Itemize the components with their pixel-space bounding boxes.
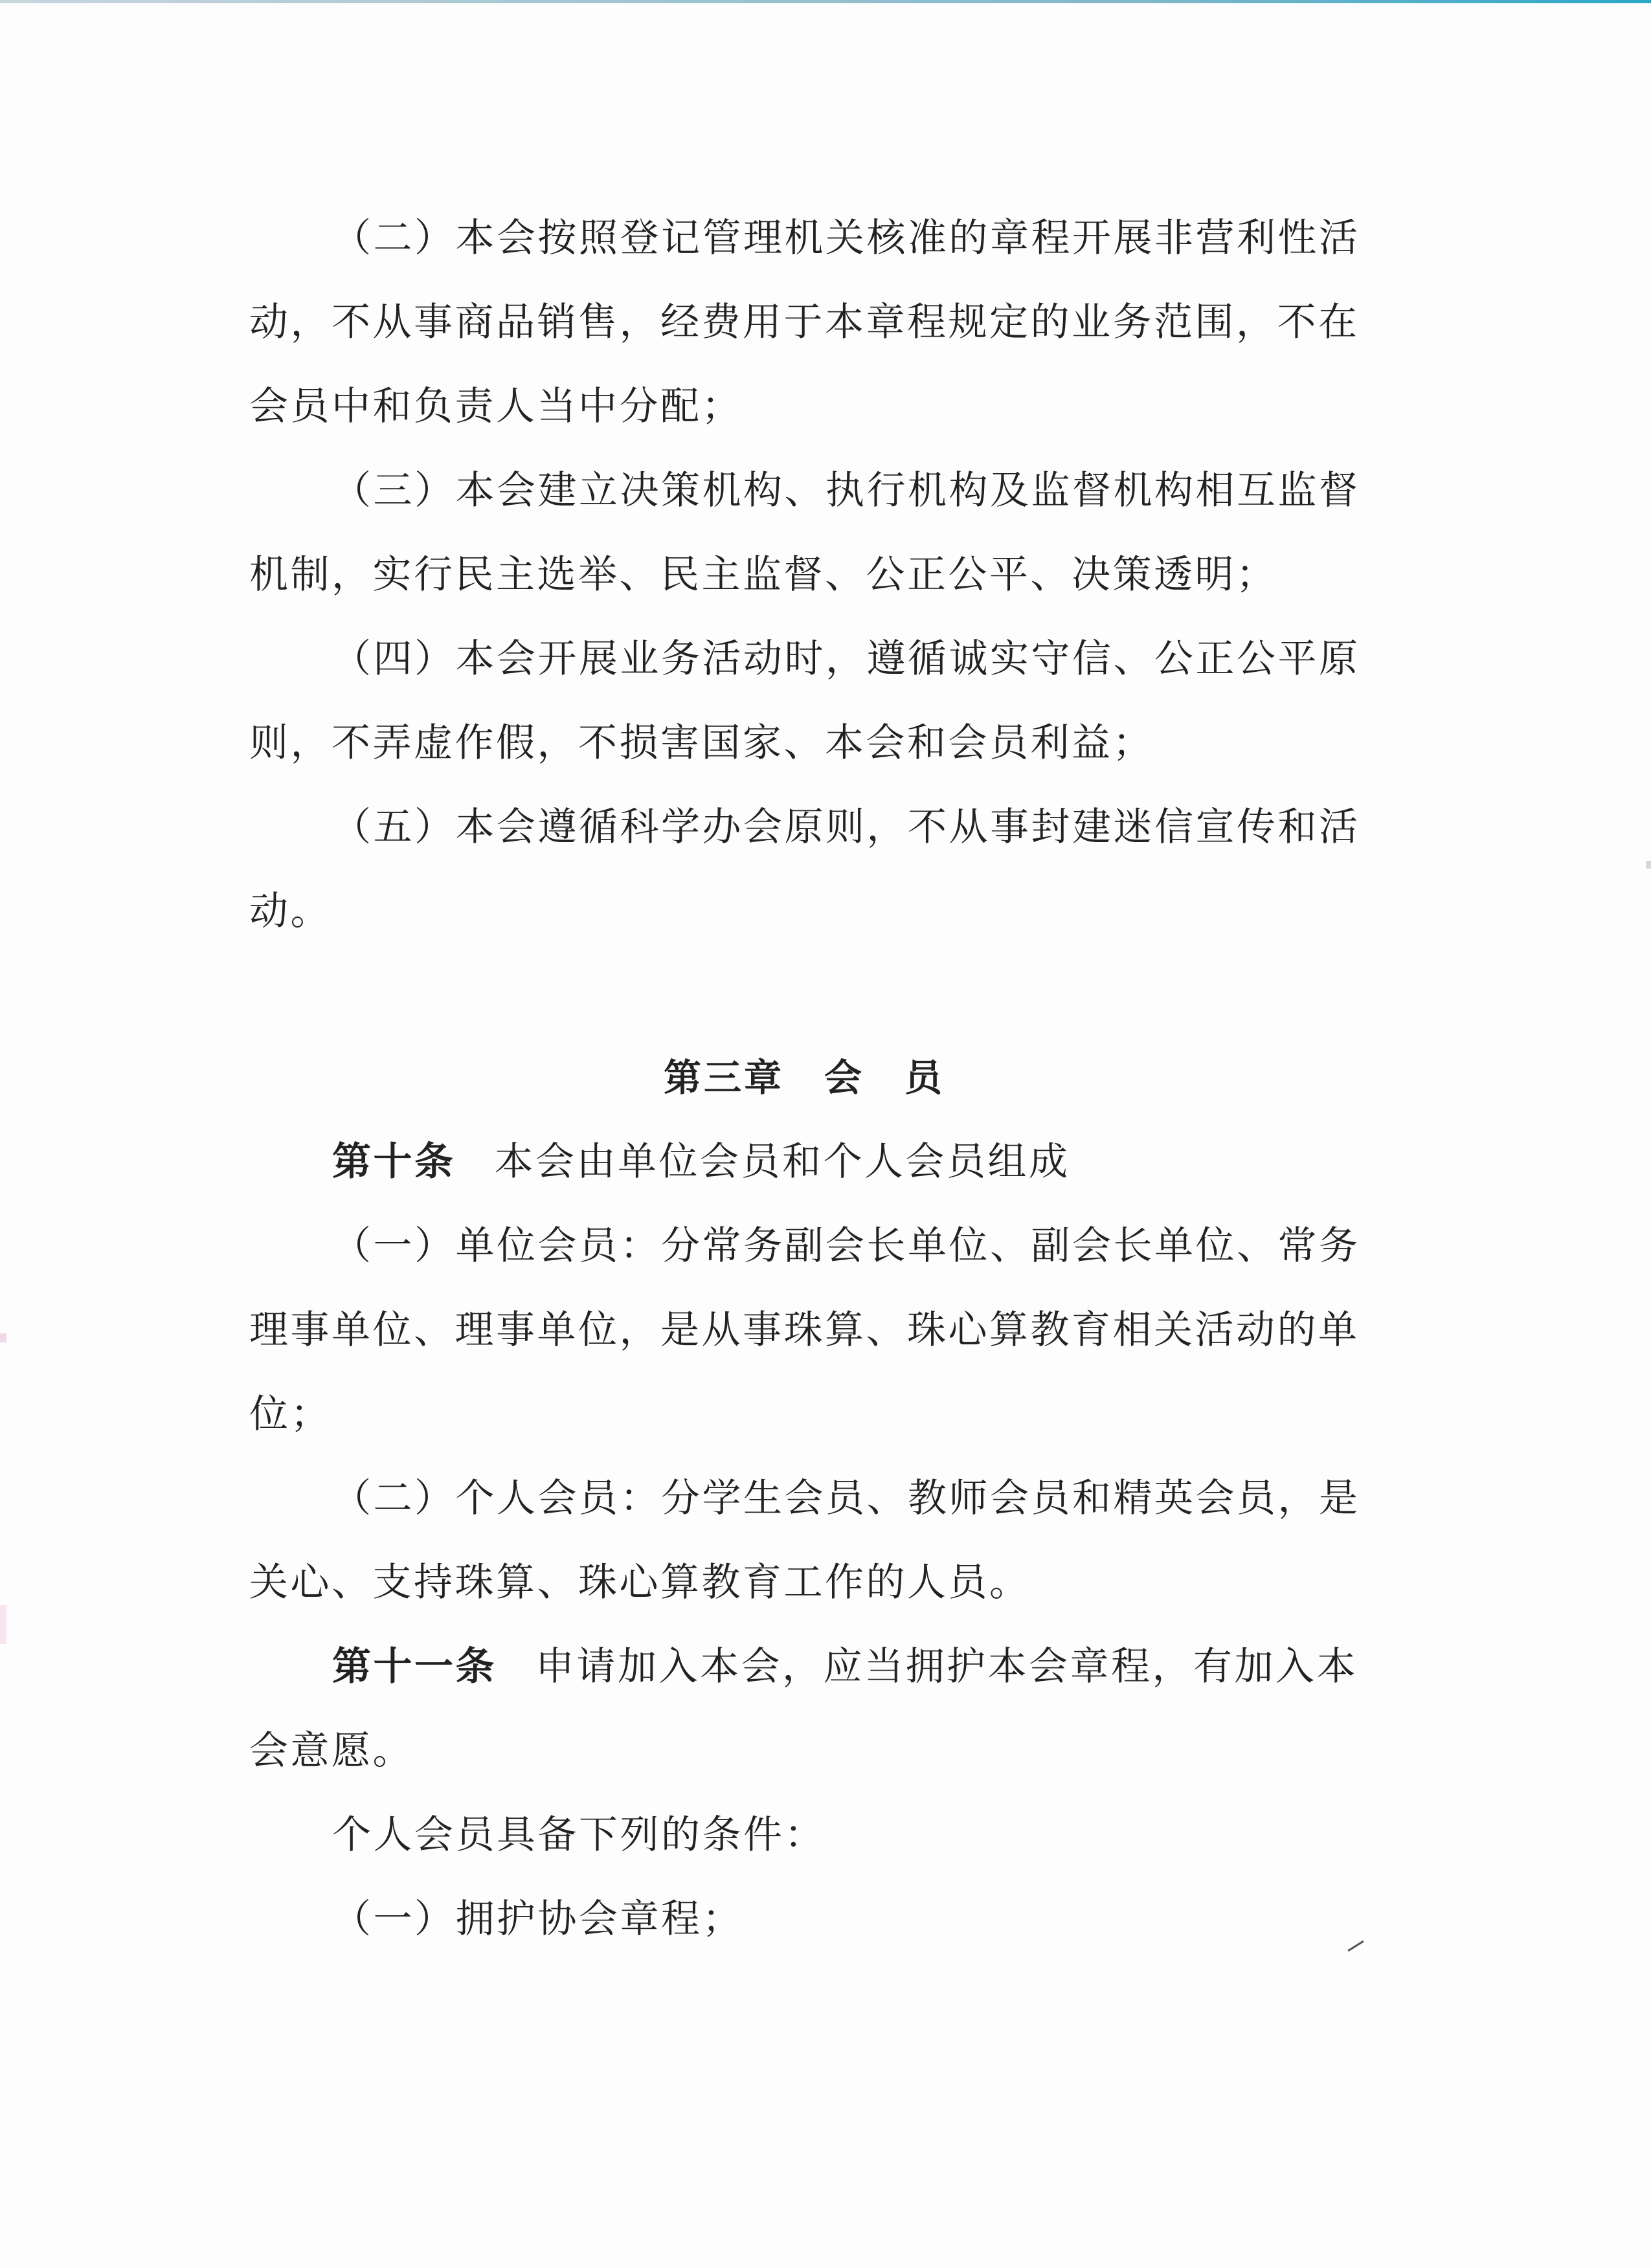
scan-margin-mark: [1646, 861, 1651, 869]
paragraph-line: 会意愿。: [249, 1728, 414, 1773]
article-label: 第十条: [332, 1139, 456, 1184]
paragraph-line: （一）拥护协会章程；: [332, 1896, 743, 1942]
paragraph-line: 位；: [249, 1392, 331, 1437]
paragraph-line: 关心、支持珠算、珠心算教育工作的人员。: [249, 1560, 1031, 1605]
article-text: 本会由单位会员和个人会员组成: [494, 1139, 1070, 1184]
paragraph-line: 会员中和负责人当中分配；: [249, 384, 743, 429]
article-label: 第十一条: [332, 1644, 497, 1689]
paragraph-line: 则，不弄虚作假，不损害国家、本会和会员利益；: [249, 720, 1154, 766]
chapter-heading: 第三章 会 员: [664, 1056, 945, 1100]
scan-margin-mark: [0, 1333, 6, 1342]
paragraph-line: （三）本会建立决策机构、执行机构及监督机构相互监督: [332, 468, 1360, 513]
article-11: [332, 1641, 1358, 1693]
pen-stroke-mark: [1347, 1940, 1364, 1951]
article-10: [332, 1136, 1070, 1188]
paragraph-line: （四）本会开展业务活动时，遵循诚实守信、公正公平原: [332, 636, 1360, 682]
paragraph-line: （二）本会按照登记管理机关核准的章程开展非营利性活: [332, 216, 1360, 261]
scan-top-edge: [0, 0, 1651, 3]
article-text: 申请加入本会，应当拥护本会章程，有加入本: [535, 1644, 1358, 1689]
paragraph-line: （一）单位会员：分常务副会长单位、副会长单位、常务: [332, 1223, 1360, 1269]
paragraph-line: （五）本会遵循科学办会原则，不从事封建迷信宣传和活: [332, 805, 1360, 850]
paragraph-line: （二）个人会员：分学生会员、教师会员和精英会员，是: [332, 1476, 1360, 1521]
paragraph-line: 个人会员具备下列的条件：: [332, 1812, 826, 1858]
paragraph-line: 理事单位、理事单位，是从事珠算、珠心算教育相关活动的单: [249, 1307, 1360, 1353]
paragraph-line: 机制，实行民主选举、民主监督、公正公平、决策透明；: [249, 552, 1277, 597]
paragraph-line: 动，不从事商品销售，经费用于本章程规定的业务范围，不在: [249, 300, 1360, 345]
paragraph-line: 动。: [249, 889, 331, 934]
scan-margin-mark: [0, 1605, 6, 1644]
